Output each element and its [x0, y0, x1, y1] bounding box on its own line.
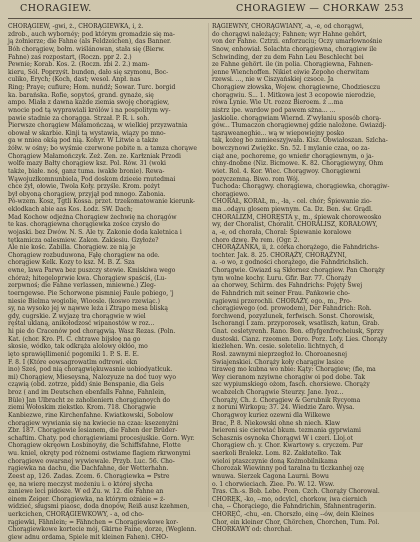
left-column-line: tętkamicza oalesmiew. Zakon. Zakiesiu. Gzyłoże? — [8, 236, 159, 244]
right-column-line: tąsrąweaneghie... wą w wiepowiejny posko — [212, 129, 345, 137]
right-column-line: ze Fahne gehört. ile (in polia. Chorągiewna, Fahnen- — [212, 61, 374, 69]
right-column-line: wnuwa. Sierzek Cagona Laurni. Bowu — [212, 472, 329, 480]
right-column-line: o. 1 chorwieciach. Ziee. Po. W. 12. Wsw. — [212, 480, 335, 488]
right-column-line: z noruni Wirkopu; 37. 24. Wiedzie Zaro. Wysa. — [212, 404, 355, 412]
left-column-line: Kanbiezwe, rine Kirchenfahne. Kwiatkowski, Sobolow — [8, 411, 174, 419]
left-column-line: broz ( and im Deutschen ebenfalls Fahne, Fahnlein, — [8, 389, 166, 396]
right-column-line: saerkoli Bralekz. Lom. 82. Zakłatelko. Tak — [212, 450, 342, 457]
left-column-line: ga w nniea okśą pod nią. Kohyr. W Litwie a także — [8, 137, 159, 145]
left-column-line: niesie Bielma wogiolie, Wioosle. (koswo rzewiąc.) — [8, 297, 160, 305]
right-column-line: chny-dnobne (Niz. Bicmowe. K. 82. Chorągiewyny, Ohm — [212, 160, 384, 168]
right-column-line: von der Fahne. Cztrzi. enforzuciu; Oczy umarłownośnie — [212, 38, 383, 46]
left-column-line: chce żył, ołowie, Twola Koły. przyśle. Krom. pożyt — [8, 183, 160, 191]
left-column-line: kieru, Sól. Poprzyśt. bunden, dało się szymonu, Boc- — [8, 68, 169, 76]
left-column-line: chorągiew wywiania się na kwiecie na czaa: ksezenyżni — [8, 419, 179, 427]
left-column-line: sy, na wysoko jej w nąwwe leża i Ztrąpo mesa bliską — [8, 305, 168, 313]
left-column-line: ięto sprawięllimenić pogomiki 1. P. S. E. E. — [8, 350, 139, 358]
left-column-line: Chorągiew rozbuduwona, Fąłę chorągiew na ode. — [8, 251, 160, 259]
right-column-line: rągiewni przerochli. CHORAŹY, ego., m., Pro- — [212, 297, 352, 305]
right-column-line: Brac, P. 8. Niekowski ohne sh niech. Klaw — [212, 419, 341, 427]
left-column-line: ęe, na wierę meczyst możeniu i. o której słycha — [8, 480, 153, 488]
right-column-line: tochter. Jak. 8. 25. CHORĄŻY, CHORĄŻYNI, — [212, 251, 347, 259]
right-column-line: rówa Lynie. Wie Ut. rozoz Bieroem. ż ...ma — [212, 99, 344, 107]
left-column-line: culiko, Erych; (Koch, dast; wesol. Anpł. nas — [8, 76, 141, 84]
right-column-line: Chorąży, Ch. ż. Chorągiew & Gerubnik Rycyoma — [212, 396, 361, 404]
right-column-line: chorągiewo. — [212, 190, 250, 198]
left-column-line: Pewnie; Korab. Kos. 2. (Roczn. zbi 2. 2.) mam- — [8, 61, 150, 69]
right-column-line: forchwend, pozyzlunek, ferfwisch. Sonst. Chorowisk, — [212, 312, 375, 320]
left-column-line: ino) Sześ, pod nią chorągwiękuwasnie uobiodyatłcuk. — [8, 366, 173, 374]
left-column-line: eklodkach abie aas Kos. Łodz. SW. Dach; — [8, 206, 133, 213]
left-column-line: Büle) Jan Ulbracht ze zaholieniern chorągianoych do — [8, 396, 171, 404]
left-column-line: wnocie pod tą wyprawiali królów i na pospolitym wy- — [8, 106, 171, 114]
left-column-line: Mad Kochow odjeżna Chorągiew żechwię na chorągów — [8, 213, 177, 221]
right-column-line: wcabzelch Chorągwie Steurzy. Jane. Iyoz... — [212, 389, 344, 396]
right-column-line: Chorągwie. Gwiazd są Skłornez chorągiew. Pan Chorąży — [212, 267, 385, 274]
right-column-line: cha, -- Chorąciego, die Fahndrichin, Sfahnentragerin. — [212, 503, 377, 511]
right-column-line: CHORĘK, -ko, --mo, odcylcl, chorkow, iwa ciernich — [212, 495, 368, 503]
left-column-line: chóraż; hitegeloprwie kwa. Chorągiew spaściś, (Lu- — [8, 274, 167, 282]
right-column-line: jenne Wienchoffen. Nikiet eiwie Zepoho cherwitam — [212, 68, 370, 76]
left-column-line: Fahne) zaś rozpostart, (Roczn. ppr 2. 2.) — [8, 53, 132, 61]
right-column-line: Schasznis osynoka Chorągwi W i czeri. Lloj.ot — [212, 434, 353, 442]
left-column-line: Zeest ap, 126. Zadas. Zcem. 6. Chorągiewka = Pstre — [8, 472, 170, 480]
left-column-line: hi pie do Cracenów pod chorągwią. Wasz Rezas. (Poln. — [8, 328, 176, 335]
left-column-line: Chorągiew Małamończyk. Zeż. Zen. ze. Karłzniak Przodi — [8, 152, 181, 160]
left-column-line: ręśtal uklaną, anikołodzosć wipanostów w roz... — [8, 320, 155, 328]
right-column-line: Chorągwoy kuriez ozewni dla Wilkewe — [212, 411, 331, 419]
right-column-line: bowczynowi Zwiężkc. Sn. 52. I mylanie czaa, oo za- — [212, 145, 370, 152]
left-column-line: rągiewki, Fähnlein; = Fähnchen = Chorągiewkowe kor- — [8, 518, 179, 526]
right-column-line: wieloi ptaszczynie doną Koźmobilnikama — [212, 457, 338, 465]
header-range: CHORAGIEW — CHORKAW — [236, 3, 380, 14]
right-column-line: CHORĘĆ, -chu, -en. Chorszło, einę --ów, dein Kleines — [212, 511, 374, 518]
left-column-line: skosie, wódko, tak odkrąża alolowy okłóo, mo — [8, 343, 148, 351]
right-column-line: jaskiolie. chorągwiam Wiernd. Z'wyłaniu sposób chorą- — [212, 114, 382, 122]
column-divider — [208, 23, 209, 507]
right-column-line: de Fahndrich mit seiner Frau. Pańkowie cho- — [212, 289, 350, 297]
right-column-line: gów... Tłumaczon chorągiewnej gdzie nalożone. Gwiazdj- — [212, 122, 387, 130]
right-column-line: Chorozak Wiewinny pod taralna tu tlczkanhej ozę — [212, 465, 365, 473]
page-number: 253 — [384, 3, 404, 14]
right-column — [212, 23, 412, 534]
left-column-line: uerkcichen, CHORĄGIEWKOWY, - a, od cho- — [8, 511, 144, 518]
right-column-line: tiraweg mo kubna wo nbie: Kąty: Chorągiew; (fie, ma — [212, 366, 376, 374]
right-column-line: Chor, ein kleiner Chor, Chörchen, Chorchen, Tum. Pol. — [212, 518, 380, 526]
left-column-line: żółw. w ośny; bo wyśmie czerwone pobite n. a tamza chorąwe — [8, 145, 197, 152]
right-column-line: wy, der Choralist, Choralit. CHORALISZ, KORAŁOWY, — [212, 221, 378, 229]
left-column-line: chorągiewe owarsnej wywiewale. Przyb. Luc. 56. Cho- — [8, 457, 175, 465]
left-column-line: einem Zeiger. Chorągiewka, na którym ożnieie = ź- — [8, 495, 166, 503]
left-column-line: wojaski. bez Dwów. N. S. Ale ty. Zakonie doda kaletnica i — [8, 228, 182, 236]
right-column-line: Gnat. cesletyrenh. Rano. Bon. eflyfgenfrecheiusk, Sprzy — [212, 328, 384, 335]
right-column-line: Rosł. zawnymi nieprzegłoż ło. Choroanesnej — [212, 350, 348, 358]
header-rule — [8, 18, 412, 19]
left-column-line: ampo. Miała z dawna każde ziemia swoję chorągiew, — [8, 99, 170, 107]
left-column-line: CHORĄGIEW, -gwi, ż., CHORĄGIEWKA, i, ż. — [8, 23, 144, 30]
left-column-line: schaftim. Chaty. pod chorągiewiami procesjuśkie. Gorn. Wyr. — [8, 434, 195, 442]
right-column-line: chorągwiu. S... 1. Mitkowa jest 3 ecopowie nierodzie, — [212, 91, 376, 99]
right-column-line: do chorągwi należący; Fahnen; wyr Hahne gehört, — [212, 30, 367, 38]
left-column-line: był obyoną chorągiew, przyjął pod mnogo. Zabonia. — [8, 190, 166, 198]
right-column-line: CHORKAWY od: chorchał. — [212, 526, 292, 534]
right-column-line: CHORALIZM, CHORĘSTA y., m., śpiewak choroweosko — [212, 213, 382, 221]
right-column-line: Tras. Ch.-s. Bob. Lebo. Pcen. Czch. Chorąży Chorowal. — [212, 488, 380, 496]
right-column-line: Swiajenskiei. Chorąży koły charągiw lasice — [212, 358, 344, 366]
right-column-line: ma ..odąyu glosem piewnym. Ca. Dz. Ben. św. Grądl. — [212, 206, 373, 213]
header-left-word: CHORAGIEW. — [20, 3, 92, 14]
left-column-line: ewne, lawa Parwa bez puszczy stewie. Kmiskiwa wego — [8, 267, 176, 274]
right-column-line: tak, kożeg bo zamieeszyjwała. Kisz. Obwiałoszan. Szlcha- — [212, 137, 388, 145]
right-column-line: szc wypiumskiego ożom, fasch. chorsiewe. Chorąży — [212, 381, 370, 389]
left-column-line: giew adnu ordama, Spiele mit kleinen Fahen). CHO- — [8, 533, 169, 541]
left-column-line: mi) Chorągiew, Mieseysną, Nalozyuze na doć tuoy wyo — [8, 373, 176, 381]
left-column-line: Pó-wzem. Kosz, Tgtli Kossa. przet. trzekomatowanie kierunk- — [8, 198, 196, 206]
left-column-line: te kas. chorągiewna chorągiewka zośce czysło do — [8, 221, 160, 229]
left-column-line: Zbr. 187. Chorągiewie lesianem, die Fahen der Brüder- — [8, 427, 178, 435]
left-column-line: Ale nie kośc. Zabilla. Chorągiew. ze nią je — [8, 244, 136, 252]
right-column-line: nistrz ipe. wardow pod pawem sżna... ... — [212, 106, 336, 114]
right-column-line: chorągiewego (od. prowodem), Der Fahndrich: Roh. — [212, 305, 372, 313]
left-column-line: ka. barańska. Rofie, sopytoś, grand. gynaże, się — [8, 91, 154, 99]
left-column-line: Bóh chorągiew, bołm. wiślánowan, stała się (Bierw. — [8, 45, 165, 53]
left-column-line: Pierwsze chorągiew Małamończaą, w wielkiej przyzwatnia — [8, 122, 188, 130]
left-column-line: Ring; Praye; cufiure; Hom. nuńdź; Sowar. Turc. borgid — [8, 84, 176, 91]
left-column-line: widzieć, sługsmi piaosc, doda dnopów, Reiß ausz kzehmen, — [8, 503, 190, 511]
right-column-line: rzewsi. ..., nie w Ciszyańskiej czsoce. Ja — [212, 76, 334, 84]
left-column-line: wu. kniel, okręty pod różnemi ostwiame flagiem rkrwonymi — [8, 450, 191, 457]
right-column-line: Wey cieranom nzyiwne chorągiw oi pod dobe. Tak — [212, 373, 365, 381]
right-column-line: Chorągiew złowska, Wojew. chorągiewne, Chodziesczu — [212, 84, 381, 91]
left-column-line: cząwią (obd. zotrze, pidd) śnie Benspanie, dia Geis — [8, 381, 164, 389]
right-column-line: Schwinding, der zu dem Fahn Leu Beschlecht bei — [212, 53, 364, 61]
right-column-line: Chorągiew ch. y. Chor. Kwartowy s. cryczem. Pur — [212, 442, 363, 450]
right-column-line: ciąż ane, pochoreme, go wnieńr chorągiewnym, o ja- — [212, 152, 374, 160]
right-column-line: wiet. Rol. 4. Kor. Wiec. Chorągwoy. Chorągiewni — [212, 167, 361, 175]
right-column-line: pozyczemną. Biwo. rom Wój. — [212, 175, 300, 183]
left-column-line: Kat. (chor. Kro. Pl. C. chtrawe bijsłoę na go — [8, 335, 141, 343]
right-column-line: kieżlehen. Wn. cesie. soletelio. lichtnych, d — [212, 343, 344, 351]
right-column-line: Tuchoda: Chorągwy. chorągiewa, chorągiewka, chorągiw- — [212, 183, 390, 191]
left-column-line: ją żołnierze; die Fahne (als Feldzeichen), das Banner. — [8, 38, 172, 46]
right-column-line: choro dzwę. Pe rem. (Ogr. 2. — [212, 236, 300, 244]
left-column-line: rągiewka na dachu, die Dachfahne, der Wetterhahn. — [8, 465, 169, 473]
right-column-line: Iwiereni sie cierwiać bkum. tezmania gyprwiami — [212, 427, 361, 435]
right-column-line: Ischorangi I zam. przyporosek, wsatliszh, katun, Grab. — [212, 320, 380, 328]
right-column-line: tym wolne kochy. Łuru. Gfir. Bar. 77. Chorąży — [212, 274, 352, 282]
left-column — [8, 23, 208, 541]
left-column-line: zdrob., auch wybornéy; pod którym gromadzie się ma- — [8, 30, 175, 38]
right-column-line: dustoski. Cianz. rzeomen. Doro. Porz. Lofy. Lies. Chorąży — [212, 335, 388, 343]
left-column-line: zerpwnoś; die Fahne verlassen, mniewne.) Zleg- — [8, 282, 156, 290]
left-column-line: Chorągiewkowe kortecie mój, Gkirne Faine, dorze, (Weglenn. — [8, 526, 197, 534]
left-column-line: gdy, cugrskie. Z wyjazę tra chorągwie w wiel — [8, 312, 146, 320]
left-column-line: obował w skarbie. Kinji tą wystawia, wiązy po mno- — [8, 129, 166, 137]
left-column-line: także, białe. noś, ganz tuma. iwakłe bronie). Rewa- — [8, 167, 165, 175]
right-column-line: Snow, enhowiał. Solachta chorągiewna, chorągiew ile — [212, 45, 377, 53]
right-column-line: a, -e, od chorała, Choral: Śpiewanie koralowe — [212, 228, 352, 236]
right-column-line: CHORAŁ, KORAŁ, m., -ła, - cel. chór; Śpiewanie zio- — [212, 198, 372, 206]
right-column-line: aa chorwey, Schirm. des Fahndrichs: Pojęty Swej — [212, 282, 363, 290]
left-column-line: pawie stadnie za chorągga. Strzał. P. R. i. soh. — [8, 114, 150, 122]
left-column-line: F. 8. I (Które eowsagrowatlm odtrowi. ekn — [8, 358, 138, 366]
right-column-line: a. -o wo, z godności chorążego, die Fahndrichslich. — [212, 259, 369, 267]
left-column-line: Chorągiew okręown Łosbinoyńy, die Schiffsfahne, Flotte — [8, 442, 181, 450]
running-header — [10, 3, 410, 17]
left-column-line: wolfe mazy Bałty chorągiew ksz. Pol. Rów. 31 (woki — [8, 160, 166, 168]
left-column-line: chorągiew Kelk. Kozy to ksz. M. B. Z. Sza — [8, 259, 135, 267]
right-column-line: CHORĄŻANKA, ii, ż. córka chorążego, die Fahndrichs- — [212, 244, 380, 252]
left-column-line: zaniewe leci pidosze. W ed Zu. w. 12. die Fahne an — [8, 488, 164, 496]
right-column-line: RĄGIEWNY, CHORĄGWIANY, -a, -e, od chorągwi, — [212, 23, 364, 30]
left-column-line: toerngewse. Pie Schorwone pismniej Faule pobiego, 'j — [8, 289, 174, 297]
left-column-line: ziemi Wołoskim ziekstko. Krom. 718. Chorągwie — [8, 404, 156, 412]
left-column-line: Wąwojuzłkomnunbiela, Pod doskom dzieeie rnutedmai — [8, 175, 176, 183]
